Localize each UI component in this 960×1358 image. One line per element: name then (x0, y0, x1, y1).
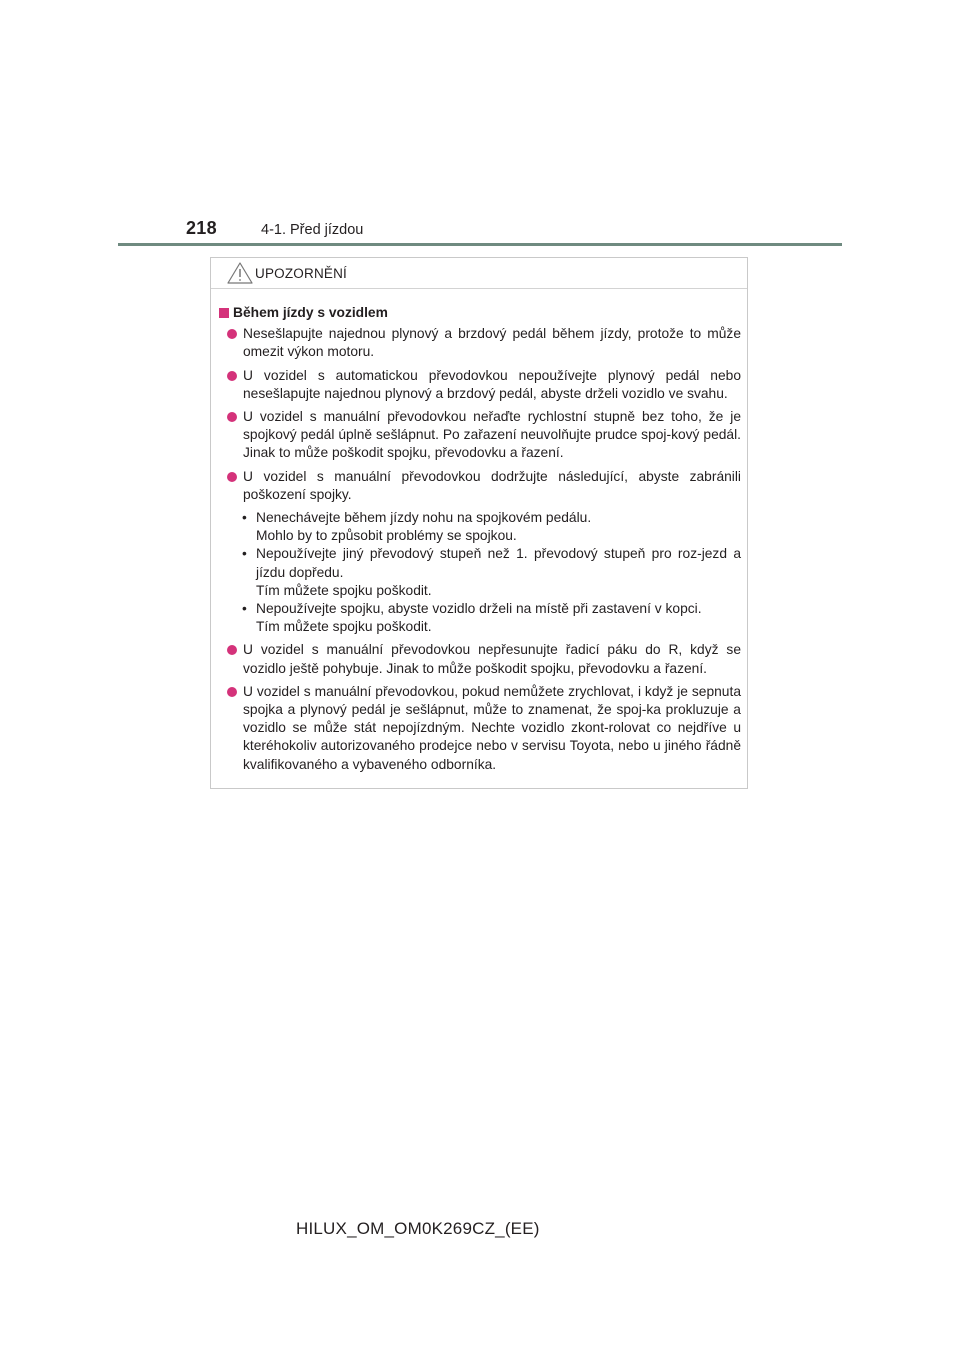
warning-title: UPOZORNĚNÍ (255, 266, 348, 281)
list-item-text: U vozidel s automatickou převodovkou nepoužívejte plynový pedál nebo nesešlapujte najednou plynový a brzdový pedál, abyste drželi vozidlo ve svahu. (243, 367, 741, 401)
dot-bullet-icon: • (242, 601, 247, 617)
circle-bullet-icon (227, 687, 237, 697)
sub-item-note: Tím můžete spojku poškodit. (256, 619, 432, 635)
page-header (0, 0, 960, 250)
sub-item (217, 545, 741, 600)
warning-heading-text: Během jízdy s vozidlem (233, 305, 388, 320)
sub-item-text: Nenechávejte během jízdy nohu na spojkovém pedálu. (256, 510, 592, 526)
document-code: HILUX_OM_OM0K269CZ_(EE) (296, 1219, 540, 1238)
warning-box (210, 257, 748, 789)
circle-bullet-icon (227, 329, 237, 339)
warning-header (211, 258, 747, 289)
sub-item-text: Nepoužívejte spojku, abyste vozidlo drželi na místě při zastavení v kopci. (256, 601, 702, 617)
sub-item (217, 600, 741, 636)
list-item-text: Nesešlapujte najednou plynový a brzdový pedál během jízdy, protože to může omezit výkon motoru. (243, 326, 741, 360)
circle-bullet-icon (227, 645, 237, 655)
list-item (217, 468, 741, 504)
list-item (217, 408, 741, 463)
sub-item-text: Nepoužívejte jiný převodový stupeň než 1. převodový stupeň pro roz-jezd a jízdu dopředu. (256, 546, 741, 580)
list-item-text: U vozidel s manuální převodovkou, pokud nemůžete zrychlovat, i když je sepnuta spojka a plynový pedál je sešlápnut, může to znamenat, že spoj-ka prokluzuje a vozidlo se může stát nepojízdným. Nechte vozidlo zkont-rolovat co nejdříve u kteréhokoliv autorizovaného prodejce nebo v servisu Toyota, nebo u jiného řádně kvalifikovaného a vybaveného odborníka. (243, 683, 741, 772)
list-item-text: U vozidel s manuální převodovkou nepřesunujte řadicí páku do R, když se vozidlo ještě pohybuje. Jinak to může poškodit spojku, převodovku a řazení. (243, 642, 741, 676)
circle-bullet-icon (227, 472, 237, 482)
sub-item (217, 509, 741, 545)
list-item (217, 325, 741, 361)
sub-item-note: Mohlo by to způsobit problémy se spojkou. (256, 528, 517, 544)
list-item (217, 641, 741, 677)
warning-triangle-icon (226, 261, 254, 285)
circle-bullet-icon (227, 371, 237, 381)
circle-bullet-icon (227, 412, 237, 422)
list-item-text: U vozidel s manuální převodovkou dodržujte následující, abyste zabránili poškození spojky. (243, 468, 741, 502)
warning-body (211, 289, 747, 774)
sub-list (217, 509, 741, 636)
page-number: 218 (186, 218, 217, 238)
list-item (217, 367, 741, 403)
dot-bullet-icon: • (242, 546, 247, 562)
section-title: 4-1. Před jízdou (261, 222, 364, 238)
sub-item-note: Tím můžete spojku poškodit. (256, 582, 432, 598)
square-bullet-icon (219, 308, 229, 318)
header-rule (118, 243, 842, 246)
dot-bullet-icon: • (242, 510, 247, 526)
list-item (217, 683, 741, 774)
list-item-text: U vozidel s manuální převodovkou neřaďte rychlostní stupně bez toho, že je spojkový pedál úplně sešlápnut. Po zařazení neuvolňujte prudce spoj-kový pedál. Jinak to může poškodit spojku, převodovku a řazení. (243, 409, 741, 461)
warning-heading (217, 304, 741, 322)
